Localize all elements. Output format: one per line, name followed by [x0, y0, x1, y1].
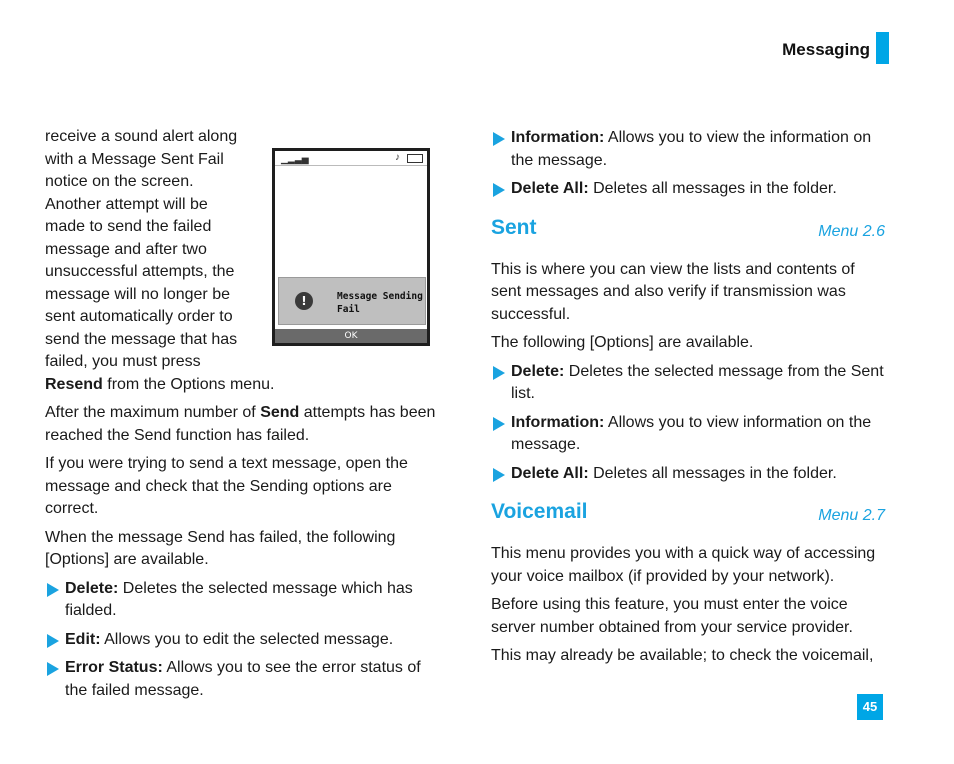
text-fragment: attempts has been reached the Send function has failed.	[45, 404, 436, 444]
bullet-text: Deletes all messages in the folder.	[588, 180, 837, 197]
send-fail-popup	[278, 277, 426, 325]
intro-line: message and after two	[45, 240, 207, 258]
warning-icon: !	[295, 292, 313, 310]
phone-screenshot	[272, 148, 430, 346]
list-item	[491, 178, 887, 201]
menu-number: Menu 2.7	[818, 507, 885, 524]
bullet-arrow-icon	[493, 132, 505, 146]
music-note-icon: ♪	[395, 152, 400, 163]
intro-line: sent automatically order to	[45, 308, 233, 325]
paragraph-options-intro: When the message Send has failed, the following [Options] are available.	[45, 528, 396, 568]
sent-options-intro: The following [Options] are available.	[491, 334, 754, 351]
intro-line: receive a sound alert along	[45, 128, 238, 145]
voicemail-description: This menu provides you with a quick way of accessing your voice mailbox (if provided by your network).	[491, 545, 876, 585]
signal-icon: ▁▂▃▅	[281, 154, 309, 164]
ok-softkey: OK	[275, 329, 427, 343]
list-item	[491, 463, 887, 486]
paragraph-text-message: If you were trying to send a text message, open the message and check that the Sending options are correct.	[45, 455, 408, 517]
popup-line: Message Sending	[337, 291, 423, 302]
bullet-arrow-icon	[47, 634, 59, 648]
bullet-arrow-icon	[493, 417, 505, 431]
text-fragment: After the maximum number of	[45, 404, 261, 421]
bullet-term: Delete:	[65, 579, 119, 597]
resend-term: Resend	[45, 375, 103, 393]
status-bar	[275, 151, 427, 166]
bullet-text: Allows you to view information on the message.	[511, 413, 872, 453]
popup-message	[337, 290, 423, 316]
intro-tail: from the Options menu.	[102, 375, 275, 393]
phone-screen	[275, 151, 427, 343]
intro-line: made to send the failed	[45, 218, 212, 235]
sent-description: This is where you can view the lists and contents of sent messages and also verify if transmission was successful.	[491, 260, 855, 323]
send-term: Send	[260, 404, 300, 421]
list-item	[45, 629, 445, 652]
bullet-term: Information:	[511, 129, 605, 146]
battery-icon	[407, 154, 423, 163]
bullet-text: Allows you to see the error status of the failed message.	[65, 659, 421, 699]
bullet-arrow-icon	[493, 468, 505, 482]
bullet-term: Edit:	[65, 630, 101, 648]
header-accent-bar	[876, 32, 889, 64]
intro-line: Another attempt will be	[45, 195, 208, 213]
page-number: 45	[857, 694, 883, 720]
intro-paragraph	[45, 126, 275, 396]
section-header: Messaging	[782, 40, 870, 59]
bullet-term: Delete All:	[511, 180, 589, 197]
bullet-arrow-icon	[47, 583, 59, 597]
bullet-term: Error Status:	[65, 659, 163, 676]
sent-heading	[491, 217, 887, 245]
intro-line: with a Message Sent Fail	[45, 150, 224, 168]
intro-line: failed, you must press	[45, 353, 201, 370]
paragraph-max-attempts	[45, 402, 445, 447]
bullet-arrow-icon	[47, 662, 59, 676]
intro-line: message will no longer be	[45, 285, 230, 303]
list-item	[45, 578, 445, 623]
voicemail-setup: Before using this feature, you must enter the voice server number obtained from your service provider.	[491, 596, 853, 636]
bullet-text: Deletes the selected message from the Sent list.	[511, 362, 884, 402]
list-item	[45, 657, 445, 702]
bullet-arrow-icon	[493, 366, 505, 380]
bullet-arrow-icon	[493, 183, 505, 197]
list-item	[491, 127, 887, 172]
bullet-text: Deletes all messages in the folder.	[588, 464, 837, 482]
list-item	[491, 412, 887, 457]
intro-line: unsuccessful attempts, the	[45, 263, 235, 280]
intro-line: notice on the screen.	[45, 173, 194, 190]
right-column	[491, 127, 887, 674]
bullet-term: Information:	[511, 413, 605, 431]
intro-line: send the message that has	[45, 330, 238, 348]
list-item	[491, 361, 887, 406]
voicemail-heading	[491, 501, 887, 529]
bullet-text: Allows you to view the information on the message.	[511, 129, 872, 169]
popup-line: Fail	[337, 304, 360, 315]
bullet-text: Allows you to edit the selected message.	[100, 630, 394, 648]
section-title: Voicemail	[491, 500, 588, 523]
section-title: Sent	[491, 215, 537, 239]
menu-number: Menu 2.6	[818, 222, 885, 240]
bullet-term: Delete:	[511, 362, 565, 380]
bullet-term: Delete All:	[511, 464, 589, 482]
bullet-text: Deletes the selected message which has fialded.	[65, 579, 413, 619]
voicemail-check: This may already be available; to check the voicemail,	[491, 647, 874, 664]
